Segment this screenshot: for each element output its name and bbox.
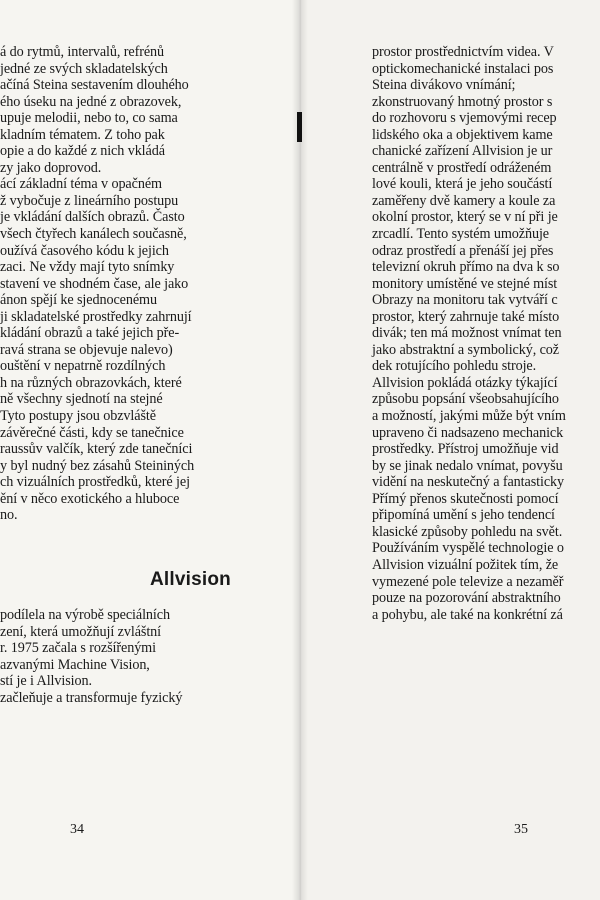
text-line: jedné ze svých skladatelských bbox=[0, 60, 168, 77]
text-line: ouštění v nepatrně rozdílných bbox=[0, 358, 166, 375]
text-line: stavení ve shodném čase, ale jako bbox=[0, 275, 189, 292]
text-line: zaci. Ne vždy mají tyto snímky bbox=[0, 259, 175, 276]
text-line: ácí základní téma v opačném bbox=[0, 176, 162, 193]
text-line: jako abstraktní a symbolický, což bbox=[372, 341, 559, 358]
text-line: y byl nudný bez zásahů Steininých bbox=[0, 457, 195, 474]
text-line: do rozhovoru s vjemovými recep bbox=[372, 110, 557, 127]
text-line: stí je i Allvision. bbox=[0, 673, 92, 690]
left-text-column-lower bbox=[0, 607, 292, 706]
text-line: dek rotujícího pohledu stroje. bbox=[372, 358, 537, 375]
text-line: oužívá časového kódu k jejich bbox=[0, 242, 169, 259]
text-line: prostor, který zahrnuje také místo bbox=[372, 308, 560, 325]
text-line: vidění na neskutečný a fantasticky bbox=[372, 474, 565, 491]
text-line: raussův valčík, který zde tanečníci bbox=[0, 441, 193, 458]
text-line: prostředky. Přístroj umožňuje vid bbox=[372, 441, 559, 458]
text-line: ačíná Steina sestavením dlouhého bbox=[0, 77, 189, 94]
text-line: vymezené pole televize a nezaměř bbox=[372, 573, 564, 590]
text-line: ění v něco exotického a hluboce bbox=[0, 490, 180, 507]
text-line: no. bbox=[0, 507, 18, 524]
left-text-column bbox=[0, 44, 292, 524]
text-line: a možností, jakými může být vním bbox=[372, 408, 566, 425]
text-line: závěrečné části, kdy se tanečnice bbox=[0, 424, 184, 441]
text-line: Steina divákovo vnímání; bbox=[372, 77, 516, 94]
text-line: pouze na pozorování abstraktního bbox=[372, 590, 561, 607]
text-line: Obrazy na monitoru tak vytváří c bbox=[372, 292, 558, 309]
text-line: způsobu popsání všeobsahujícího bbox=[372, 391, 559, 408]
text-line: ji skladatelské prostředky zahrnují bbox=[0, 308, 192, 325]
text-line: r. 1975 začala s rozšířenými bbox=[0, 640, 156, 657]
text-line: Allvision pokládá otázky týkající bbox=[372, 374, 558, 391]
text-line: upraveno či nadsazeno mechanick bbox=[372, 424, 564, 441]
text-line: ch vizuálních prostředků, které jej bbox=[0, 474, 190, 491]
text-line: centrálně v prostředí odráženém bbox=[372, 159, 552, 176]
text-line: chanické zařízení Allvision je ur bbox=[372, 143, 553, 160]
section-heading: Allvision bbox=[150, 569, 231, 590]
text-line: ého úseku na jedné z obrazovek, bbox=[0, 93, 182, 110]
text-line: začleňuje a transformuje fyzický bbox=[0, 689, 183, 706]
text-line: zení, která umožňují zvláštní bbox=[0, 623, 161, 640]
text-line: ánon spějí ke sjednocenému bbox=[0, 292, 157, 309]
text-line: prostor prostřednictvím videa. V bbox=[372, 44, 554, 60]
text-line: Používáním vyspělé technologie o bbox=[372, 540, 564, 557]
margin-mark bbox=[297, 112, 302, 142]
text-line: ravá strana se objevuje nalevo) bbox=[0, 341, 173, 358]
text-line: podílela na výrobě speciálních bbox=[0, 607, 170, 623]
text-line: opie a do každé z nich vkládá bbox=[0, 143, 165, 160]
text-line: zrcadlí. Tento systém umožňuje bbox=[372, 226, 549, 243]
text-line: zkonstruovaný hmotný prostor s bbox=[372, 93, 553, 110]
text-line: a pohybu, ale také na konkrétní zá bbox=[372, 606, 563, 623]
text-line: zy jako doprovod. bbox=[0, 159, 102, 176]
page-number-left: 34 bbox=[70, 822, 84, 837]
text-line: připomíná umění s jeho tendencí bbox=[372, 507, 555, 524]
text-line: ž vybočuje z lineárního postupu bbox=[0, 192, 179, 209]
text-line: á do rytmů, intervalů, refrénů bbox=[0, 44, 165, 60]
text-line: Allvision vizuální požitek tím, že bbox=[372, 556, 559, 573]
text-line: divák; ten má možnost vnímat ten bbox=[372, 325, 562, 342]
text-line: azvanými Machine Vision, bbox=[0, 656, 150, 673]
text-line: kládání obrazů a také jejich pře- bbox=[0, 325, 180, 342]
text-line: Přímý přenos skutečnosti pomocí bbox=[372, 490, 559, 507]
text-line: upuje melodii, nebo to, co sama bbox=[0, 110, 178, 127]
right-page bbox=[300, 0, 600, 900]
text-line: lidského oka a objektivem kame bbox=[372, 126, 553, 143]
text-line: všech čtyřech kanálech současně, bbox=[0, 226, 187, 243]
text-line: lové kouli, která je jeho součástí bbox=[372, 176, 553, 193]
text-line: okolní prostor, který se v ní při je bbox=[372, 209, 558, 226]
text-line: kladním tématem. Z toho pak bbox=[0, 126, 165, 143]
text-line: monitory umístěné ve stejné míst bbox=[372, 275, 558, 292]
text-line: klasické způsoby pohledu na svět. bbox=[372, 523, 563, 540]
text-line: ně všechny sjednotí na stejné bbox=[0, 391, 163, 408]
text-line: by se jinak nedalo vnímat, povyšu bbox=[372, 457, 563, 474]
text-line: je vkládání dalších obrazů. Často bbox=[0, 209, 185, 226]
right-text-column bbox=[372, 44, 600, 623]
text-line: zaměřeny dvě kamery a koule za bbox=[372, 192, 556, 209]
page-number-right: 35 bbox=[514, 822, 528, 837]
text-line: odraz prostředí a přenáší jej přes bbox=[372, 242, 554, 259]
text-line: televizní okruh přímo na dva k so bbox=[372, 259, 560, 276]
text-line: Tyto postupy jsou obzvláště bbox=[0, 408, 156, 425]
text-line: optickomechanické instalaci pos bbox=[372, 60, 554, 77]
text-line: h na různých obrazovkách, které bbox=[0, 374, 182, 391]
